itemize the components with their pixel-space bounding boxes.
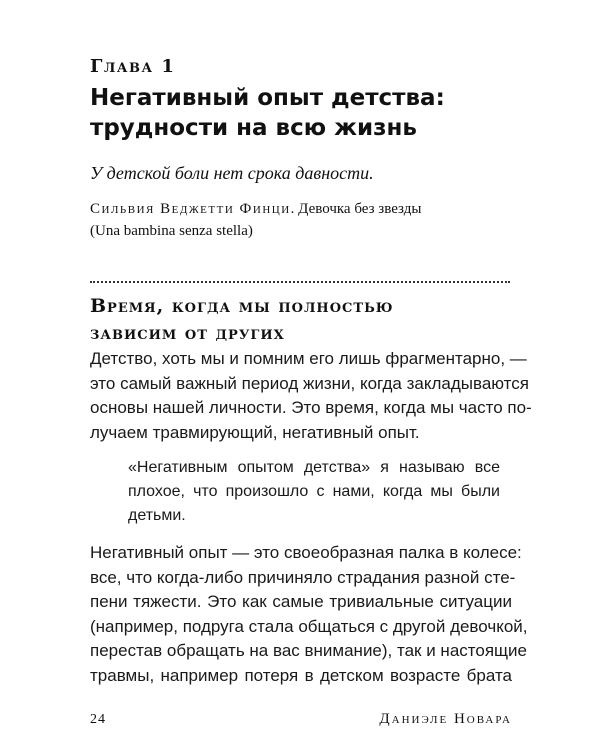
paragraph-line: лучаем травмирующий, негативный опыт. — [90, 422, 420, 442]
section-heading-line: зависим от других — [90, 322, 285, 344]
quote-line: детьми. — [128, 507, 186, 524]
section-heading-line: Время, когда мы полностью — [90, 295, 394, 317]
chapter-title — [90, 83, 520, 143]
second-paragraph — [90, 541, 528, 688]
dotted-separator — [90, 281, 510, 283]
chapter-label: Глава 1 — [90, 56, 176, 77]
paragraph-line: основы нашей личности. Это время, когда мы часто по- — [90, 398, 532, 417]
quote-line: «Негативным опытом детства» я называю все — [128, 459, 500, 476]
intro-paragraph — [90, 347, 532, 445]
quote-line: плохое, что произошло с нами, когда мы были — [128, 483, 500, 500]
chapter-title-line: Негативный опыт детства: — [90, 85, 445, 111]
page-number: 24 — [90, 712, 106, 727]
paragraph-line: все, что когда-либо причиняло страдания разной сте- — [90, 567, 516, 587]
block-quote — [128, 456, 500, 528]
paragraph-line: травмы, например потеря в детском возрасте брата — [90, 665, 512, 685]
paragraph-line: пени тяжести. Это как самые тривиальные ситуации — [90, 592, 512, 611]
paragraph-line: (например, подруга стала общаться с другой девочкой, — [90, 616, 528, 636]
paragraph-line: Негативный опыт — это своеобразная палка в колесе: — [90, 543, 522, 562]
epigraph-attribution — [90, 198, 421, 242]
epigraph-author: Сильвия Веджетти Финци — [90, 201, 291, 217]
paragraph-line: это самый важный период жизни, когда закладываются — [90, 373, 529, 393]
section-heading — [90, 293, 520, 347]
attribution-line — [90, 198, 421, 220]
epigraph-book: . Девочка без звезды — [290, 201, 422, 217]
paragraph-line: Детство, хоть мы и помним его лишь фрагментарно, — — [90, 349, 527, 368]
chapter-title-line: трудности на всю жизнь — [90, 115, 417, 141]
running-head-author: Даниэле Новара — [379, 711, 512, 727]
epigraph-quote: У детской боли нет срока давности. — [90, 163, 374, 183]
paragraph-line: перестав обращать на вас внимание), так и настоящие — [90, 641, 527, 660]
epigraph-original-title: (Una bambina senza stella) — [90, 223, 253, 239]
